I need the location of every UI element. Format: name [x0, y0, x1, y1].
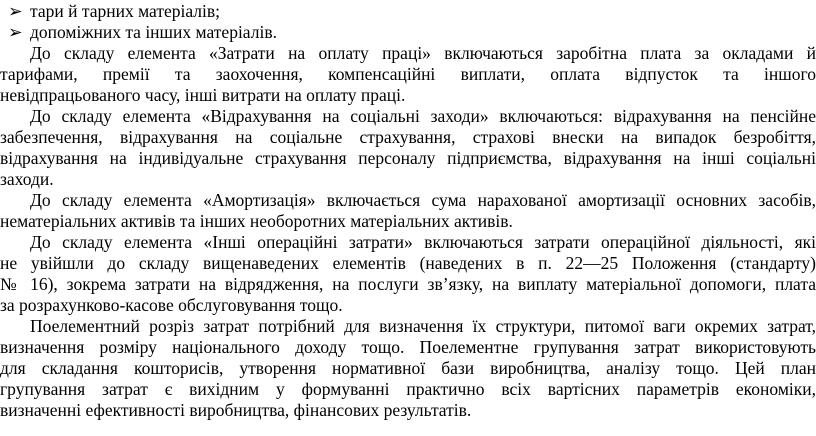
text-line: забезпечення, відрахування на соціальне страхування, страхові внески на випадок безробіття,: [0, 127, 816, 147]
text-line: за розрахунково-касове обслуговування тощо.: [0, 295, 343, 315]
text-line: групування затрат є вихідним у формуванні практично всіх вартісних параметрів економіки,: [0, 379, 816, 399]
text-line: № 16), зокрема затрати на відрядження, на послуги зв’язку, на виплату матеріальної допомоги, плата: [0, 274, 816, 294]
text-line: не увійшли до складу вищенаведених елементів (наведених в п. 22—25 Положення (стандарту): [0, 253, 816, 273]
text-line: визначення розміру національного доходу тощо. Поелементне групування затрат використовують: [0, 337, 816, 357]
text-line: відрахування на індивідуальне страхування персоналу підприємства, відрахування на інші соціальні: [0, 148, 816, 168]
bullet-text: допоміжних та інших матеріалів.: [30, 22, 277, 42]
text-line: До складу елемента «Інші операційні затрати» включаються затрати операційної діяльності, які: [30, 232, 816, 252]
text-line: заходи.: [0, 169, 54, 189]
text-line: Поелементний розріз затрат потрібний для визначення їх структури, питомої ваги окремих затрат,: [30, 316, 816, 336]
text-line: тарифами, премії та заохочення, компенсаційні виплати, оплата відпусток та іншого: [0, 64, 816, 84]
text-line: нематеріальних активів та інших необоротних матеріальних активів.: [0, 211, 513, 231]
text-line: До складу елемента «Затрати на оплату праці» включаються заробітна плата за окладами й: [30, 43, 816, 63]
text-line: До складу елемента «Амортизація» включається сума нарахованої амортизації основних засобів,: [30, 190, 816, 210]
arrow-bullet-icon: ➢: [8, 22, 23, 42]
text-line: визначенні ефективності виробництва, фінансових результатів.: [0, 400, 472, 420]
bullet-text: тари й тарних матеріалів;: [30, 1, 221, 21]
text-line: невідпрацьованого часу, інші витрати на оплату праці.: [0, 85, 406, 105]
text-line: До складу елемента «Відрахування на соціальні заходи» включаються: відрахування на пенсійне: [30, 106, 816, 126]
arrow-bullet-icon: ➢: [8, 1, 23, 21]
text-line: для складання кошторисів, утворення нормативної бази виробництва, аналізу тощо. Цей план: [0, 358, 816, 378]
